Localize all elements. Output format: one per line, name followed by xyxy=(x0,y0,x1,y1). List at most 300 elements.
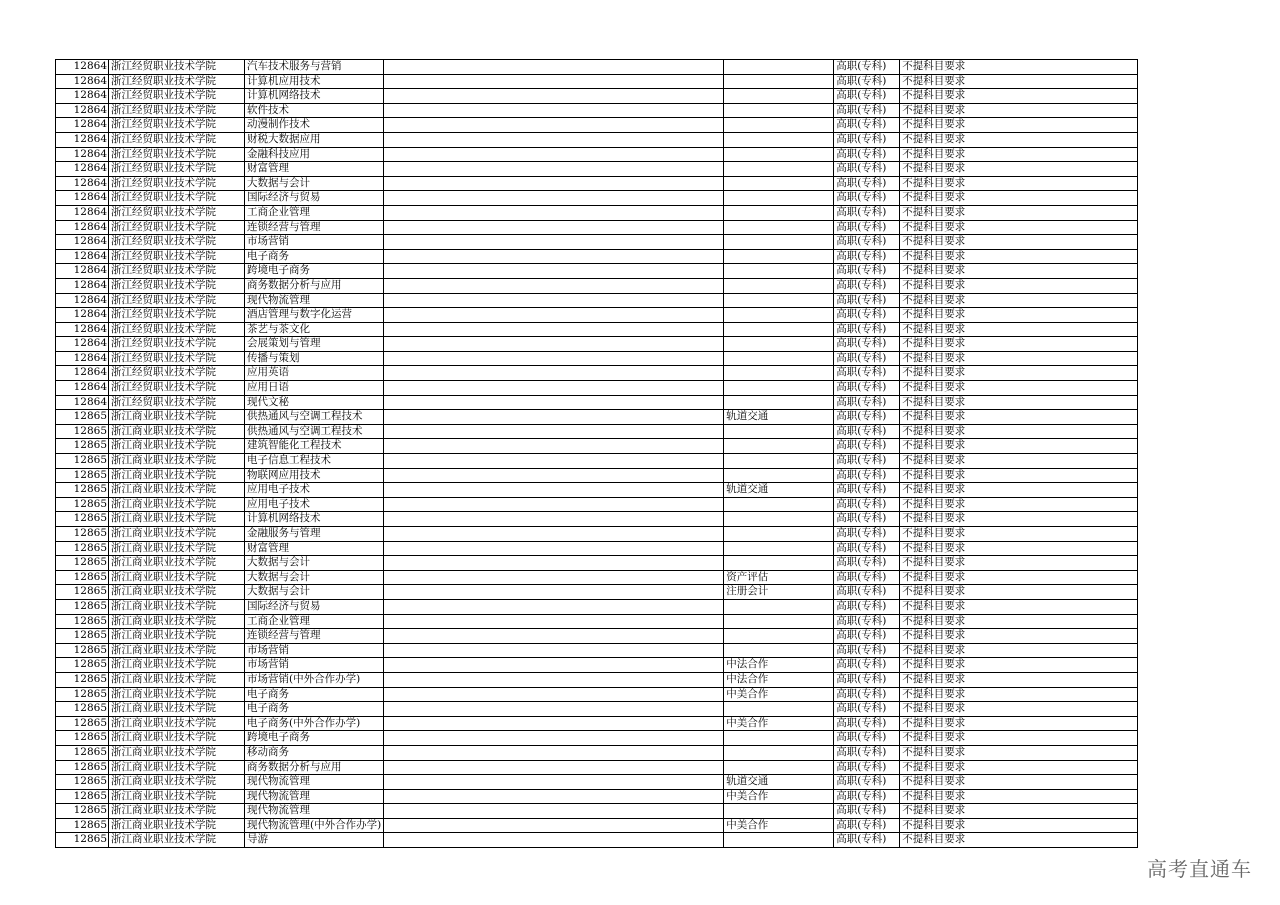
major-direction-cell xyxy=(384,775,724,790)
school-code-cell: 12864 xyxy=(56,308,109,323)
requirement-cell: 不提科目要求 xyxy=(900,103,980,118)
blank-cell xyxy=(980,804,1138,819)
level-cell: 高职(专科) xyxy=(834,483,900,498)
blank-cell xyxy=(980,818,1138,833)
level-cell: 高职(专科) xyxy=(834,89,900,104)
school-code-cell: 12864 xyxy=(56,351,109,366)
note-cell xyxy=(724,745,834,760)
school-code-cell: 12864 xyxy=(56,103,109,118)
note-cell: 中美合作 xyxy=(724,687,834,702)
table-row xyxy=(56,220,1138,235)
school-name-cell: 浙江经贸职业技术学院 xyxy=(109,176,245,191)
note-cell xyxy=(724,337,834,352)
table-row xyxy=(56,162,1138,177)
blank-cell xyxy=(980,687,1138,702)
major-direction-cell xyxy=(384,235,724,250)
major-direction-cell xyxy=(384,570,724,585)
level-cell: 高职(专科) xyxy=(834,249,900,264)
school-code-cell: 12865 xyxy=(56,410,109,425)
level-cell: 高职(专科) xyxy=(834,541,900,556)
school-name-cell: 浙江商业职业技术学院 xyxy=(109,439,245,454)
major-name-cell: 现代物流管理 xyxy=(245,775,384,790)
major-name-cell: 应用电子技术 xyxy=(245,497,384,512)
level-cell: 高职(专科) xyxy=(834,410,900,425)
requirement-cell: 不提科目要求 xyxy=(900,249,980,264)
school-code-cell: 12865 xyxy=(56,497,109,512)
level-cell: 高职(专科) xyxy=(834,60,900,75)
note-cell xyxy=(724,249,834,264)
note-cell xyxy=(724,556,834,571)
blank-cell xyxy=(980,322,1138,337)
requirement-cell: 不提科目要求 xyxy=(900,132,980,147)
school-code-cell: 12865 xyxy=(56,599,109,614)
school-code-cell: 12864 xyxy=(56,293,109,308)
requirement-cell: 不提科目要求 xyxy=(900,118,980,133)
major-direction-cell xyxy=(384,366,724,381)
school-code-cell: 12865 xyxy=(56,512,109,527)
level-cell: 高职(专科) xyxy=(834,687,900,702)
major-direction-cell xyxy=(384,424,724,439)
requirement-cell: 不提科目要求 xyxy=(900,702,980,717)
major-direction-cell xyxy=(384,220,724,235)
school-code-cell: 12864 xyxy=(56,191,109,206)
school-code-cell: 12864 xyxy=(56,132,109,147)
major-direction-cell xyxy=(384,672,724,687)
table-row xyxy=(56,716,1138,731)
blank-cell xyxy=(980,512,1138,527)
major-name-cell: 大数据与会计 xyxy=(245,570,384,585)
level-cell: 高职(专科) xyxy=(834,381,900,396)
note-cell xyxy=(724,512,834,527)
requirement-cell: 不提科目要求 xyxy=(900,308,980,323)
level-cell: 高职(专科) xyxy=(834,789,900,804)
school-name-cell: 浙江商业职业技术学院 xyxy=(109,570,245,585)
blank-cell xyxy=(980,162,1138,177)
school-code-cell: 12864 xyxy=(56,249,109,264)
note-cell xyxy=(724,293,834,308)
school-code-cell: 12865 xyxy=(56,818,109,833)
school-code-cell: 12865 xyxy=(56,672,109,687)
major-name-cell: 酒店管理与数字化运营 xyxy=(245,308,384,323)
major-direction-cell xyxy=(384,103,724,118)
major-name-cell: 现代物流管理 xyxy=(245,804,384,819)
level-cell: 高职(专科) xyxy=(834,176,900,191)
blank-cell xyxy=(980,775,1138,790)
blank-cell xyxy=(980,629,1138,644)
note-cell: 中美合作 xyxy=(724,789,834,804)
major-name-cell: 市场营销(中外合作办学) xyxy=(245,672,384,687)
school-name-cell: 浙江商业职业技术学院 xyxy=(109,775,245,790)
table-row xyxy=(56,191,1138,206)
blank-cell xyxy=(980,366,1138,381)
school-code-cell: 12865 xyxy=(56,483,109,498)
level-cell: 高职(专科) xyxy=(834,716,900,731)
school-code-cell: 12865 xyxy=(56,614,109,629)
table-row xyxy=(56,556,1138,571)
major-name-cell: 金融服务与管理 xyxy=(245,527,384,542)
school-name-cell: 浙江经贸职业技术学院 xyxy=(109,205,245,220)
note-cell xyxy=(724,424,834,439)
level-cell: 高职(专科) xyxy=(834,191,900,206)
blank-cell xyxy=(980,381,1138,396)
blank-cell xyxy=(980,643,1138,658)
school-code-cell: 12864 xyxy=(56,337,109,352)
table-row xyxy=(56,381,1138,396)
major-name-cell: 财税大数据应用 xyxy=(245,132,384,147)
school-name-cell: 浙江经贸职业技术学院 xyxy=(109,278,245,293)
school-code-cell: 12864 xyxy=(56,235,109,250)
requirement-cell: 不提科目要求 xyxy=(900,89,980,104)
level-cell: 高职(专科) xyxy=(834,570,900,585)
school-code-cell: 12865 xyxy=(56,745,109,760)
major-direction-cell xyxy=(384,512,724,527)
requirement-cell: 不提科目要求 xyxy=(900,599,980,614)
requirement-cell: 不提科目要求 xyxy=(900,629,980,644)
note-cell: 中美合作 xyxy=(724,716,834,731)
blank-cell xyxy=(980,454,1138,469)
major-name-cell: 软件技术 xyxy=(245,103,384,118)
table-row xyxy=(56,89,1138,104)
requirement-cell: 不提科目要求 xyxy=(900,570,980,585)
requirement-cell: 不提科目要求 xyxy=(900,585,980,600)
school-name-cell: 浙江经贸职业技术学院 xyxy=(109,103,245,118)
blank-cell xyxy=(980,132,1138,147)
requirement-cell: 不提科目要求 xyxy=(900,731,980,746)
major-direction-cell xyxy=(384,731,724,746)
requirement-cell: 不提科目要求 xyxy=(900,716,980,731)
note-cell xyxy=(724,731,834,746)
level-cell: 高职(专科) xyxy=(834,599,900,614)
school-name-cell: 浙江经贸职业技术学院 xyxy=(109,60,245,75)
table-row xyxy=(56,541,1138,556)
school-name-cell: 浙江商业职业技术学院 xyxy=(109,585,245,600)
level-cell: 高职(专科) xyxy=(834,585,900,600)
requirement-cell: 不提科目要求 xyxy=(900,395,980,410)
note-cell xyxy=(724,614,834,629)
blank-cell xyxy=(980,103,1138,118)
table-row xyxy=(56,132,1138,147)
major-name-cell: 电子商务 xyxy=(245,249,384,264)
level-cell: 高职(专科) xyxy=(834,454,900,469)
school-name-cell: 浙江商业职业技术学院 xyxy=(109,760,245,775)
level-cell: 高职(专科) xyxy=(834,702,900,717)
note-cell xyxy=(724,147,834,162)
note-cell xyxy=(724,308,834,323)
school-name-cell: 浙江商业职业技术学院 xyxy=(109,468,245,483)
note-cell xyxy=(724,235,834,250)
school-code-cell: 12864 xyxy=(56,118,109,133)
note-cell xyxy=(724,702,834,717)
school-code-cell: 12865 xyxy=(56,643,109,658)
major-direction-cell xyxy=(384,293,724,308)
table-row xyxy=(56,687,1138,702)
requirement-cell: 不提科目要求 xyxy=(900,264,980,279)
school-code-cell: 12865 xyxy=(56,716,109,731)
level-cell: 高职(专科) xyxy=(834,672,900,687)
note-cell xyxy=(724,468,834,483)
requirement-cell: 不提科目要求 xyxy=(900,220,980,235)
school-name-cell: 浙江商业职业技术学院 xyxy=(109,599,245,614)
school-code-cell: 12864 xyxy=(56,205,109,220)
school-code-cell: 12865 xyxy=(56,439,109,454)
school-name-cell: 浙江商业职业技术学院 xyxy=(109,702,245,717)
table-row xyxy=(56,74,1138,89)
table-row xyxy=(56,818,1138,833)
school-code-cell: 12865 xyxy=(56,424,109,439)
level-cell: 高职(专科) xyxy=(834,760,900,775)
table-row xyxy=(56,235,1138,250)
note-cell: 轨道交通 xyxy=(724,483,834,498)
major-name-cell: 汽车技术服务与营销 xyxy=(245,60,384,75)
school-name-cell: 浙江经贸职业技术学院 xyxy=(109,293,245,308)
table-row xyxy=(56,205,1138,220)
school-name-cell: 浙江商业职业技术学院 xyxy=(109,818,245,833)
table-row xyxy=(56,395,1138,410)
major-direction-cell xyxy=(384,162,724,177)
blank-cell xyxy=(980,205,1138,220)
requirement-cell: 不提科目要求 xyxy=(900,439,980,454)
note-cell: 资产评估 xyxy=(724,570,834,585)
table-row xyxy=(56,599,1138,614)
blank-cell xyxy=(980,497,1138,512)
requirement-cell: 不提科目要求 xyxy=(900,410,980,425)
blank-cell xyxy=(980,789,1138,804)
table-row xyxy=(56,614,1138,629)
major-direction-cell xyxy=(384,118,724,133)
table-row xyxy=(56,264,1138,279)
major-name-cell: 金融科技应用 xyxy=(245,147,384,162)
major-name-cell: 移动商务 xyxy=(245,745,384,760)
school-name-cell: 浙江经贸职业技术学院 xyxy=(109,322,245,337)
blank-cell xyxy=(980,614,1138,629)
blank-cell xyxy=(980,118,1138,133)
school-code-cell: 12865 xyxy=(56,454,109,469)
table-row xyxy=(56,833,1138,848)
school-name-cell: 浙江经贸职业技术学院 xyxy=(109,337,245,352)
table-row xyxy=(56,468,1138,483)
major-direction-cell xyxy=(384,818,724,833)
requirement-cell: 不提科目要求 xyxy=(900,804,980,819)
blank-cell xyxy=(980,439,1138,454)
major-name-cell: 物联网应用技术 xyxy=(245,468,384,483)
major-direction-cell xyxy=(384,789,724,804)
major-direction-cell xyxy=(384,614,724,629)
level-cell: 高职(专科) xyxy=(834,527,900,542)
major-name-cell: 现代物流管理 xyxy=(245,789,384,804)
major-direction-cell xyxy=(384,176,724,191)
level-cell: 高职(专科) xyxy=(834,424,900,439)
blank-cell xyxy=(980,308,1138,323)
note-cell xyxy=(724,220,834,235)
major-name-cell: 财富管理 xyxy=(245,162,384,177)
level-cell: 高职(专科) xyxy=(834,293,900,308)
level-cell: 高职(专科) xyxy=(834,162,900,177)
school-name-cell: 浙江商业职业技术学院 xyxy=(109,512,245,527)
note-cell xyxy=(724,60,834,75)
major-name-cell: 现代物流管理 xyxy=(245,293,384,308)
school-name-cell: 浙江经贸职业技术学院 xyxy=(109,132,245,147)
table-row xyxy=(56,322,1138,337)
school-name-cell: 浙江商业职业技术学院 xyxy=(109,643,245,658)
note-cell xyxy=(724,278,834,293)
level-cell: 高职(专科) xyxy=(834,614,900,629)
school-code-cell: 12865 xyxy=(56,541,109,556)
level-cell: 高职(专科) xyxy=(834,731,900,746)
note-cell: 中美合作 xyxy=(724,818,834,833)
major-direction-cell xyxy=(384,687,724,702)
note-cell xyxy=(724,322,834,337)
blank-cell xyxy=(980,599,1138,614)
major-direction-cell xyxy=(384,60,724,75)
note-cell xyxy=(724,381,834,396)
school-name-cell: 浙江商业职业技术学院 xyxy=(109,454,245,469)
school-code-cell: 12864 xyxy=(56,278,109,293)
major-name-cell: 商务数据分析与应用 xyxy=(245,278,384,293)
requirement-cell: 不提科目要求 xyxy=(900,162,980,177)
school-name-cell: 浙江商业职业技术学院 xyxy=(109,716,245,731)
school-name-cell: 浙江商业职业技术学院 xyxy=(109,497,245,512)
requirement-cell: 不提科目要求 xyxy=(900,614,980,629)
requirement-cell: 不提科目要求 xyxy=(900,147,980,162)
requirement-cell: 不提科目要求 xyxy=(900,176,980,191)
requirement-cell: 不提科目要求 xyxy=(900,454,980,469)
level-cell: 高职(专科) xyxy=(834,643,900,658)
major-direction-cell xyxy=(384,395,724,410)
table-row xyxy=(56,731,1138,746)
major-name-cell: 应用电子技术 xyxy=(245,483,384,498)
school-code-cell: 12864 xyxy=(56,395,109,410)
major-name-cell: 电子商务 xyxy=(245,687,384,702)
major-direction-cell xyxy=(384,381,724,396)
requirement-cell: 不提科目要求 xyxy=(900,512,980,527)
major-direction-cell xyxy=(384,804,724,819)
major-name-cell: 应用日语 xyxy=(245,381,384,396)
school-code-cell: 12865 xyxy=(56,687,109,702)
requirement-cell: 不提科目要求 xyxy=(900,337,980,352)
requirement-cell: 不提科目要求 xyxy=(900,541,980,556)
table-body xyxy=(56,60,1138,848)
school-name-cell: 浙江商业职业技术学院 xyxy=(109,731,245,746)
level-cell: 高职(专科) xyxy=(834,629,900,644)
table-row xyxy=(56,439,1138,454)
requirement-cell: 不提科目要求 xyxy=(900,278,980,293)
table-row xyxy=(56,512,1138,527)
level-cell: 高职(专科) xyxy=(834,833,900,848)
school-code-cell: 12864 xyxy=(56,176,109,191)
level-cell: 高职(专科) xyxy=(834,118,900,133)
major-name-cell: 导游 xyxy=(245,833,384,848)
major-name-cell: 工商企业管理 xyxy=(245,614,384,629)
school-name-cell: 浙江经贸职业技术学院 xyxy=(109,118,245,133)
requirement-cell: 不提科目要求 xyxy=(900,658,980,673)
major-name-cell: 应用英语 xyxy=(245,366,384,381)
note-cell xyxy=(724,804,834,819)
major-direction-cell xyxy=(384,541,724,556)
note-cell xyxy=(724,629,834,644)
level-cell: 高职(专科) xyxy=(834,351,900,366)
requirement-cell: 不提科目要求 xyxy=(900,424,980,439)
note-cell xyxy=(724,162,834,177)
major-name-cell: 电子商务(中外合作办学) xyxy=(245,716,384,731)
major-direction-cell xyxy=(384,643,724,658)
major-direction-cell xyxy=(384,585,724,600)
note-cell xyxy=(724,89,834,104)
school-name-cell: 浙江经贸职业技术学院 xyxy=(109,147,245,162)
level-cell: 高职(专科) xyxy=(834,132,900,147)
blank-cell xyxy=(980,556,1138,571)
major-direction-cell xyxy=(384,308,724,323)
note-cell xyxy=(724,118,834,133)
table-row xyxy=(56,658,1138,673)
major-direction-cell xyxy=(384,191,724,206)
major-name-cell: 计算机网络技术 xyxy=(245,89,384,104)
school-name-cell: 浙江商业职业技术学院 xyxy=(109,672,245,687)
school-code-cell: 12864 xyxy=(56,322,109,337)
school-code-cell: 12865 xyxy=(56,789,109,804)
table-row xyxy=(56,60,1138,75)
blank-cell xyxy=(980,264,1138,279)
table-row xyxy=(56,760,1138,775)
major-direction-cell xyxy=(384,337,724,352)
major-name-cell: 传播与策划 xyxy=(245,351,384,366)
requirement-cell: 不提科目要求 xyxy=(900,745,980,760)
note-cell xyxy=(724,74,834,89)
table-row xyxy=(56,702,1138,717)
major-direction-cell xyxy=(384,205,724,220)
major-direction-cell xyxy=(384,439,724,454)
requirement-cell: 不提科目要求 xyxy=(900,833,980,848)
blank-cell xyxy=(980,147,1138,162)
requirement-cell: 不提科目要求 xyxy=(900,643,980,658)
major-name-cell: 大数据与会计 xyxy=(245,585,384,600)
table-row xyxy=(56,527,1138,542)
level-cell: 高职(专科) xyxy=(834,205,900,220)
blank-cell xyxy=(980,702,1138,717)
school-code-cell: 12865 xyxy=(56,833,109,848)
blank-cell xyxy=(980,527,1138,542)
major-name-cell: 大数据与会计 xyxy=(245,176,384,191)
table-row xyxy=(56,278,1138,293)
school-code-cell: 12864 xyxy=(56,60,109,75)
blank-cell xyxy=(980,731,1138,746)
requirement-cell: 不提科目要求 xyxy=(900,351,980,366)
school-name-cell: 浙江经贸职业技术学院 xyxy=(109,366,245,381)
note-cell: 注册会计 xyxy=(724,585,834,600)
blank-cell xyxy=(980,468,1138,483)
school-name-cell: 浙江商业职业技术学院 xyxy=(109,410,245,425)
major-name-cell: 现代文秘 xyxy=(245,395,384,410)
major-direction-cell xyxy=(384,351,724,366)
note-cell xyxy=(724,760,834,775)
requirement-cell: 不提科目要求 xyxy=(900,322,980,337)
blank-cell xyxy=(980,249,1138,264)
level-cell: 高职(专科) xyxy=(834,278,900,293)
school-name-cell: 浙江商业职业技术学院 xyxy=(109,629,245,644)
school-code-cell: 12864 xyxy=(56,74,109,89)
note-cell xyxy=(724,176,834,191)
school-name-cell: 浙江经贸职业技术学院 xyxy=(109,89,245,104)
table-row xyxy=(56,585,1138,600)
level-cell: 高职(专科) xyxy=(834,337,900,352)
school-code-cell: 12865 xyxy=(56,658,109,673)
major-name-cell: 国际经济与贸易 xyxy=(245,599,384,614)
school-code-cell: 12865 xyxy=(56,702,109,717)
school-code-cell: 12864 xyxy=(56,264,109,279)
requirement-cell: 不提科目要求 xyxy=(900,527,980,542)
school-name-cell: 浙江经贸职业技术学院 xyxy=(109,395,245,410)
school-name-cell: 浙江经贸职业技术学院 xyxy=(109,264,245,279)
requirement-cell: 不提科目要求 xyxy=(900,775,980,790)
